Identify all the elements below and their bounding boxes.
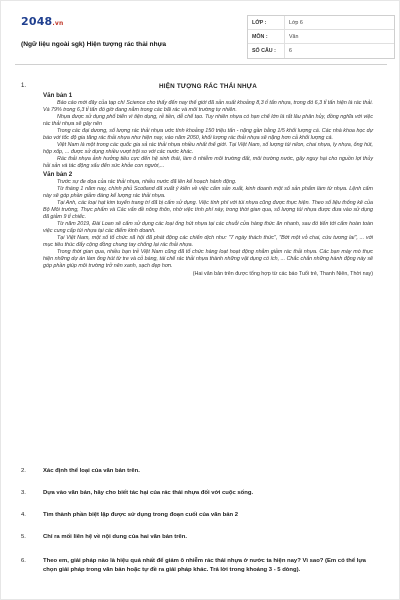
question-text: Chỉ ra mối liên hệ về nội dung của hai văn bản trên. [43, 534, 188, 540]
info-row-class [248, 16, 394, 30]
question-3 [15, 489, 387, 498]
question-number: 5. [21, 534, 26, 540]
text-2-paragraph: Từ năm 2019, Đài Loan sẽ cấm sử dụng các loại ống hút nhựa tại các chuỗi cửa hàng thức ăn nhanh, sau đó tiến tới cấm hoàn toàn việc cung cấp túi nhựa tại các điểm kinh doanh. [43, 221, 373, 234]
text-1-paragraph: Trong các đại dương, số lượng rác thải nhựa ước tính khoảng 150 triệu tấn - nặng gần bằng 1/5 khối lượng cá. Các nhà khoa học dự báo với tốc độ gia tăng rác thải nhựa như hiện nay, vào năm 2050, khối lượng rác thải nhựa sẽ nặng hơn cả khối lượng cá. [43, 128, 373, 141]
header-divider [15, 64, 387, 65]
question-text: Theo em, giải pháp nào là hiệu quả nhất để giảm ô nhiễm rác thải nhựa ở nước ta hiện nay? Vì sao? (Em có thể lựa chọn giải pháp trong văn bản hoặc tự đề ra giải pháp khác. Trả lời trong khoảng 3 - 5 dòng). [43, 558, 366, 573]
info-value: 6 [284, 44, 394, 58]
text-1-paragraph: Báo cáo mới đây của tạp chí Science cho thấy đến nay thế giới đã sản xuất khoảng 8,3 tỉ tấn nhựa, trong đó 6,3 tỉ tấn hiện là rác thải. Và 79% trong 6,3 tỉ tấn đó giờ đang nằm trong các bãi rác và môi trường tự nhiên. [43, 100, 373, 113]
question-number: 6. [21, 558, 26, 564]
text-2-paragraph: Tại Anh, các loại hạt kim tuyến trang trí đã bị cấm sử dụng. Việc tính phí với túi nhựa cũng được thực hiện. Theo số liệu thống kê của Bộ Môi trường, Thực phẩm và Các vấn đề nông thôn, nhờ việc tính phí này, trong thời gian qua, số lượng túi nhựa được đưa vào sử dụng đã giảm 9 tỉ chiếc. [43, 200, 373, 220]
info-value: Văn [284, 30, 394, 43]
text-1-heading: Văn bản 1 [43, 92, 73, 99]
header [15, 11, 387, 61]
reading-passage [43, 83, 373, 278]
info-value: Lớp 6 [284, 16, 394, 29]
question-1 [15, 83, 387, 278]
text-1-paragraph: Rác thải nhựa ảnh hưởng tiêu cực đến hệ sinh thái, làm ô nhiễm môi trường đất, môi trường nước, gây nguy hại cho nguồn lợi thủy hải sản và tác động xấu đến sức khỏe con người,... [43, 156, 373, 169]
text-2-paragraph: Từ tháng 1 năm nay, chính phủ Scotland đã xuất ý kiến về việc cấm sản xuất, kinh doanh một số sản phẩm làm từ nhựa. Lệnh cấm này sẽ góp phần giảm đáng kể lượng rác thải nhựa. [43, 186, 373, 199]
text-2-paragraph: Trong thời gian qua, nhiều bạn trẻ Việt Nam cũng đã tổ chức hàng loạt hoạt động nhằm giảm rác thải nhựa. Các bạn mày mò thực hiện những dự án làm ống hút từ tre và cỏ bàng, tái chế rác thải nhựa thành những vật dụng có ích, ... Chắc chắn những hành động này sẽ góp phần giúp môi trường trở nên xanh, sạch đẹp hơn. [43, 249, 373, 269]
document-title: (Ngữ liệu ngoài sgk) Hiện tượng rác thải nhựa [21, 41, 167, 48]
question-number: 2. [21, 468, 26, 474]
info-key: MÔN : [252, 33, 268, 40]
info-row-subject [248, 30, 394, 44]
passage-title: HIỆN TƯỢNG RÁC THẢI NHỰA [159, 83, 257, 90]
question-text: Tìm thành phần biệt lập được sử dụng trong đoạn cuối của văn bản 2 [43, 512, 239, 518]
question-number: 1. [21, 83, 27, 89]
site-logo[interactable] [21, 15, 63, 28]
info-table [247, 15, 395, 59]
text-2-paragraph: Tại Việt Nam, một số tổ chức xã hội đã phát động các chiến dịch như: "7 ngày thách thức", "Bớt một vỏ chai, cứu tương lai", ... với mục tiêu thúc đẩy cộng đồng chung tay chống lại rác thải nhựa. [43, 235, 373, 248]
info-row-question-count [248, 44, 394, 58]
text-2-paragraph: Trước sự đe dọa của rác thải nhựa, nhiều nước đã lên kế hoạch hành động. [57, 179, 237, 185]
text-1-paragraph: Nhựa được sử dụng phổ biến vì tiện dụng, rẻ tiền, dễ chế tạo. Tuy nhiên nhựa có hạn chế lớn là rất lâu phân hủy, đồng nghĩa với việc rác thải nhựa sẽ gây nên [43, 114, 373, 127]
text-2-heading: Văn bản 2 [43, 171, 73, 178]
logo-suffix: .vn [52, 20, 64, 27]
info-key: LỚP : [252, 19, 267, 26]
text-1-paragraph: Việt Nam là một trong các quốc gia xả rác thải nhựa nhiều nhất thế giới. Tại Việt Nam, số lượng túi nilon, chai nhựa, ly nhựa, ống hút, hộp xốp, ... được sử dụng nhiều vượt trội so với các nước khác. [43, 142, 373, 155]
question-2 [15, 467, 387, 476]
info-key: SỐ CÂU : [252, 48, 276, 54]
question-number: 4. [21, 512, 26, 518]
source-note: (Hai văn bản trên được tổng hợp từ các báo Tuổi trẻ, Thanh Niên, Thời nay) [192, 271, 373, 277]
question-6 [15, 557, 387, 574]
logo-text: 2048 [21, 15, 53, 28]
question-number: 3. [21, 490, 26, 496]
question-text: Xác định thể loại của văn bản trên. [43, 468, 140, 474]
question-text: Dựa vào văn bản, hãy cho biết tác hại của rác thải nhựa đối với cuộc sống. [43, 490, 254, 496]
question-4 [15, 511, 387, 520]
question-5 [15, 533, 387, 542]
